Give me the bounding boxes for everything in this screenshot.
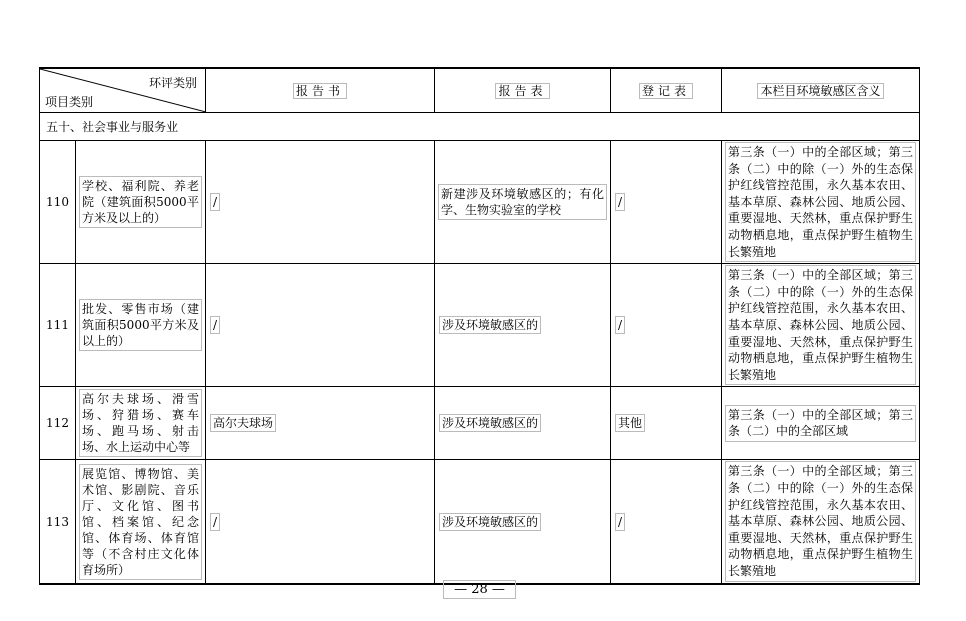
- row-sensitive-area: 第三条（一）中的全部区域；第三条（二）中的除（一）外的生态保护红线管控范围，永久基本农田、基本草原、森林公园、地质公园、重要湿地、天然林，重点保护野生动物栖息地，重点保护野生植物生长繁殖地: [722, 141, 920, 264]
- row-sensitive-area: 第三条（一）中的全部区域；第三条（二）中的全部区域: [722, 387, 920, 460]
- row-report-book: /: [206, 460, 435, 584]
- section-row: [40, 113, 920, 141]
- row-report-book: 高尔夫球场: [206, 387, 435, 460]
- header-report-book: 报告书: [206, 68, 435, 113]
- row-registration: /: [611, 264, 722, 387]
- header-report-form: 报告表: [435, 68, 611, 113]
- row-report-form: 涉及环境敏感区的: [435, 387, 611, 460]
- row-sensitive-area: 第三条（一）中的全部区域；第三条（二）中的除（一）外的生态保护红线管控范围，永久基本农田、基本草原、森林公园、地质公园、重要湿地、天然林，重点保护野生动物栖息地，重点保护野生植物生长繁殖地: [722, 264, 920, 387]
- table-row: [40, 141, 920, 264]
- row-report-form: 新建涉及环境敏感区的；有化学、生物实验室的学校: [435, 141, 611, 264]
- row-category: 高尔夫球场、滑雪场、狩猎场、赛车场、跑马场、射击场、水上运动中心等: [76, 387, 206, 460]
- row-report-book: /: [206, 264, 435, 387]
- row-registration: /: [611, 460, 722, 584]
- corner-label-top: 环评类别: [148, 76, 197, 90]
- table-row: [40, 264, 920, 387]
- row-code: 111: [40, 264, 76, 387]
- header-sensitive-area: 本栏目环境敏感区含义: [722, 68, 920, 113]
- page-number: — 28 —: [443, 580, 516, 599]
- section-title: 五十、社会事业与服务业: [40, 113, 920, 141]
- row-sensitive-area: 第三条（一）中的全部区域；第三条（二）中的除（一）外的生态保护红线管控范围，永久基本农田、基本草原、森林公园、地质公园、重要湿地、天然林，重点保护野生动物栖息地，重点保护野生植物生长繁殖地: [722, 460, 920, 584]
- table-row: [40, 387, 920, 460]
- row-category: 批发、零售市场（建筑面积5000平方米及以上的）: [76, 264, 206, 387]
- row-code: 112: [40, 387, 76, 460]
- table-row: [40, 460, 920, 584]
- row-report-book: /: [206, 141, 435, 264]
- row-category: 展览馆、博物馆、美术馆、影剧院、音乐厅、文化馆、图书馆、档案馆、纪念馆、体育场、体育馆等（不含村庄文化体育场所）: [76, 460, 206, 584]
- row-code: 110: [40, 141, 76, 264]
- header-row: [40, 68, 920, 113]
- classification-table: [39, 67, 920, 585]
- corner-cell: [40, 68, 206, 113]
- row-registration: 其他: [611, 387, 722, 460]
- row-report-form: 涉及环境敏感区的: [435, 264, 611, 387]
- row-registration: /: [611, 141, 722, 264]
- row-report-form: 涉及环境敏感区的: [435, 460, 611, 584]
- row-category: 学校、福利院、养老院（建筑面积5000平方米及以上的）: [76, 141, 206, 264]
- corner-label-bottom: 项目类别: [45, 95, 94, 109]
- header-registration: 登记表: [611, 68, 722, 113]
- row-code: 113: [40, 460, 76, 584]
